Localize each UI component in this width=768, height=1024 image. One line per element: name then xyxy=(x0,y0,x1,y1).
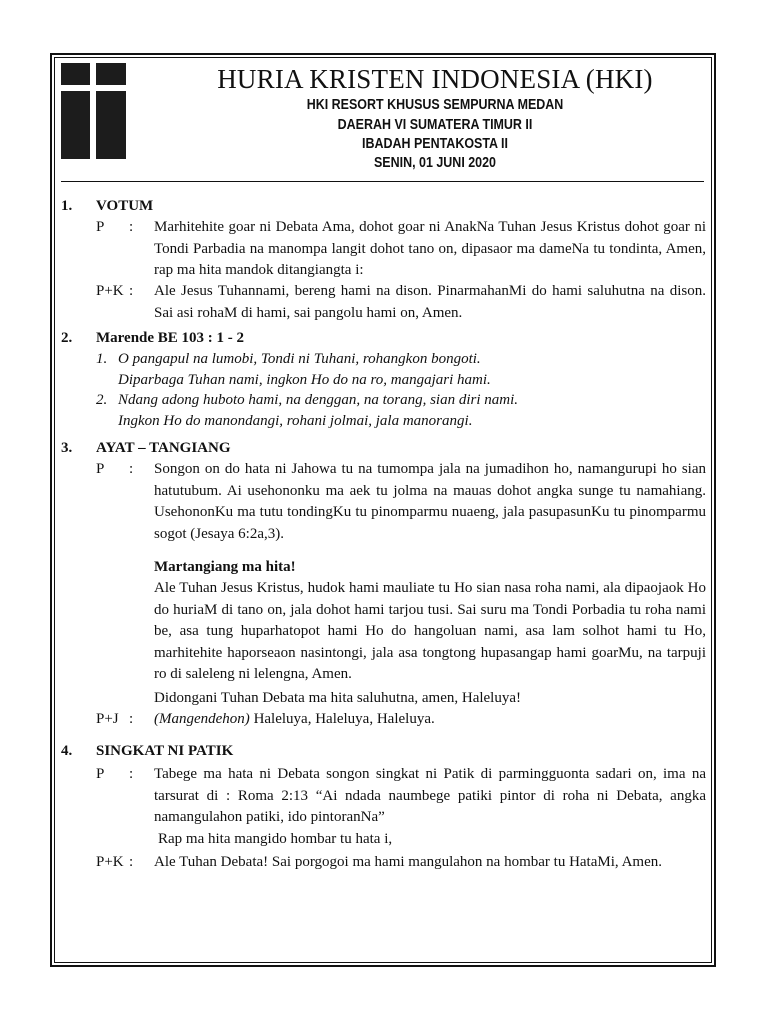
response-instruction: (Mangendehon) xyxy=(154,711,250,727)
section-2-title: Marende BE 103 : 1 - 2 xyxy=(96,330,245,346)
section-4-number: 4. xyxy=(61,743,73,759)
prayer-text: Ale Tuhan Jesus Kristus, hudok hami mauliate tu Ho sian nasa roha nami, ala dipaojaok Ho do huriaM di tano on, jala dohot hami tarjou tusi. Sai suru ma Tondi Porbadia tu roha nami be, asa tung huparhatopot hami Ho do hangoluan nami, asa lam solhot hami tu Ho, marhitehite haporseaon nasintongi, jala asa tongtong hupasangap hami goarMu, na tarpuji ro di saleleng ni lelengna, Amen. xyxy=(154,580,706,682)
response-text: Haleluya, Haleluya, Haleluya. xyxy=(249,711,435,727)
verse-1-number: 1. xyxy=(96,351,108,367)
s4-p-colon: : xyxy=(129,766,134,782)
s1-p-colon: : xyxy=(129,219,134,235)
section-4-title: SINGKAT NI PATIK xyxy=(96,743,234,759)
header-line-1: HKI RESORT KHUSUS SEMPURNA MEDAN xyxy=(306,97,564,113)
s3-p-label: P xyxy=(96,461,105,477)
verse-2-number: 2. xyxy=(96,392,108,408)
verse-1-line-1: O pangapul na lumobi, Tondi ni Tuhani, rohangkon bongoti. xyxy=(118,351,481,367)
verse-2-line-2: Ingkon Ho do manondangi, rohani jolmai, jala manorangi. xyxy=(118,413,473,429)
header-line-2: DAERAH VI SUMATERA TIMUR II xyxy=(337,117,533,133)
verse-2-line-1: Ndang adong huboto hami, na denggan, na torang, sian diri nami. xyxy=(118,392,519,408)
prayer-closing: Didongani Tuhan Debata ma hita saluhutna, amen, Haleluya! xyxy=(154,690,521,706)
header-line-4: SENIN, 01 JUNI 2020 xyxy=(373,155,496,171)
section-3-title: AYAT – TANGIANG xyxy=(96,440,231,456)
header-line-3: IBADAH PENTAKOSTA II xyxy=(362,136,508,152)
header-divider xyxy=(61,181,704,182)
org-title: HURIA KRISTEN INDONESIA (HKI) xyxy=(217,64,653,94)
s4-p-text: Tabege ma hata ni Debata songon singkat ni Patik di parmingguonta sadari on, ima na tarsurat di : Roma 2:13 “Ai ndada naumbege patiki pintor di roha ni Debata, angka namangulahon patiki, ido pintoranNa” xyxy=(154,766,706,825)
s4-p-line-4: Rap ma hita mangido hombar tu hata i, xyxy=(158,831,393,847)
s3-p-colon: : xyxy=(129,461,134,477)
s3-p-text: Songon on do hata ni Jahowa tu na tumompa jala na jumadihon ho, namangurupi ho sian hatutubum. Ai usehononku ma aek tu jolma na mauas dohot angka sunge tu namahiang. UsehononKu ma tutu tondingKu tu pinomparmu nuaeng, jala pasupasunKu tu pinomparmu sogot (Jesaya 6:2a,3). xyxy=(154,461,706,542)
s1-pk-text: Ale Jesus Tuhannami, bereng hami na dison. PinarmahanMi do hami saluhutna na dison. Sai asi rohaM di hami, sai pangolu hami on, Amen. xyxy=(154,283,706,321)
church-logo xyxy=(61,63,127,159)
s4-pk-text: Ale Tuhan Debata! Sai porgogoi ma hami mangulahon na hombar tu HataMi, Amen. xyxy=(154,854,662,870)
s4-pk-label: P+K xyxy=(96,854,124,870)
s3-pj-response xyxy=(154,711,435,728)
s3-pj-label: P+J xyxy=(96,711,119,727)
s1-p-text: Marhitehite goar ni Debata Ama, dohot goar ni AnakNa Tuhan Jesus Kristus dohot goar ni Tondi Parbadia na manompa langit dohot tano on, dipasaor ma dameNa tu tondinta, Amen, rap ma hita mandok ditangiangta i: xyxy=(154,219,706,278)
s1-pk-colon: : xyxy=(129,283,134,299)
s4-p-label: P xyxy=(96,766,105,782)
section-2-number: 2. xyxy=(61,330,73,346)
section-1-title: VOTUM xyxy=(96,198,154,214)
s4-pk-colon: : xyxy=(129,854,134,870)
section-1-number: 1. xyxy=(61,198,73,214)
prayer-title: Martangiang ma hita! xyxy=(154,559,296,575)
s1-pk-label: P+K xyxy=(96,283,124,299)
s3-pj-colon: : xyxy=(129,711,134,727)
section-3-number: 3. xyxy=(61,440,73,456)
s1-p-label: P xyxy=(96,219,105,235)
verse-1-line-2: Diparbaga Tuhan nami, ingkon Ho do na ro, mangajari hami. xyxy=(118,372,491,388)
